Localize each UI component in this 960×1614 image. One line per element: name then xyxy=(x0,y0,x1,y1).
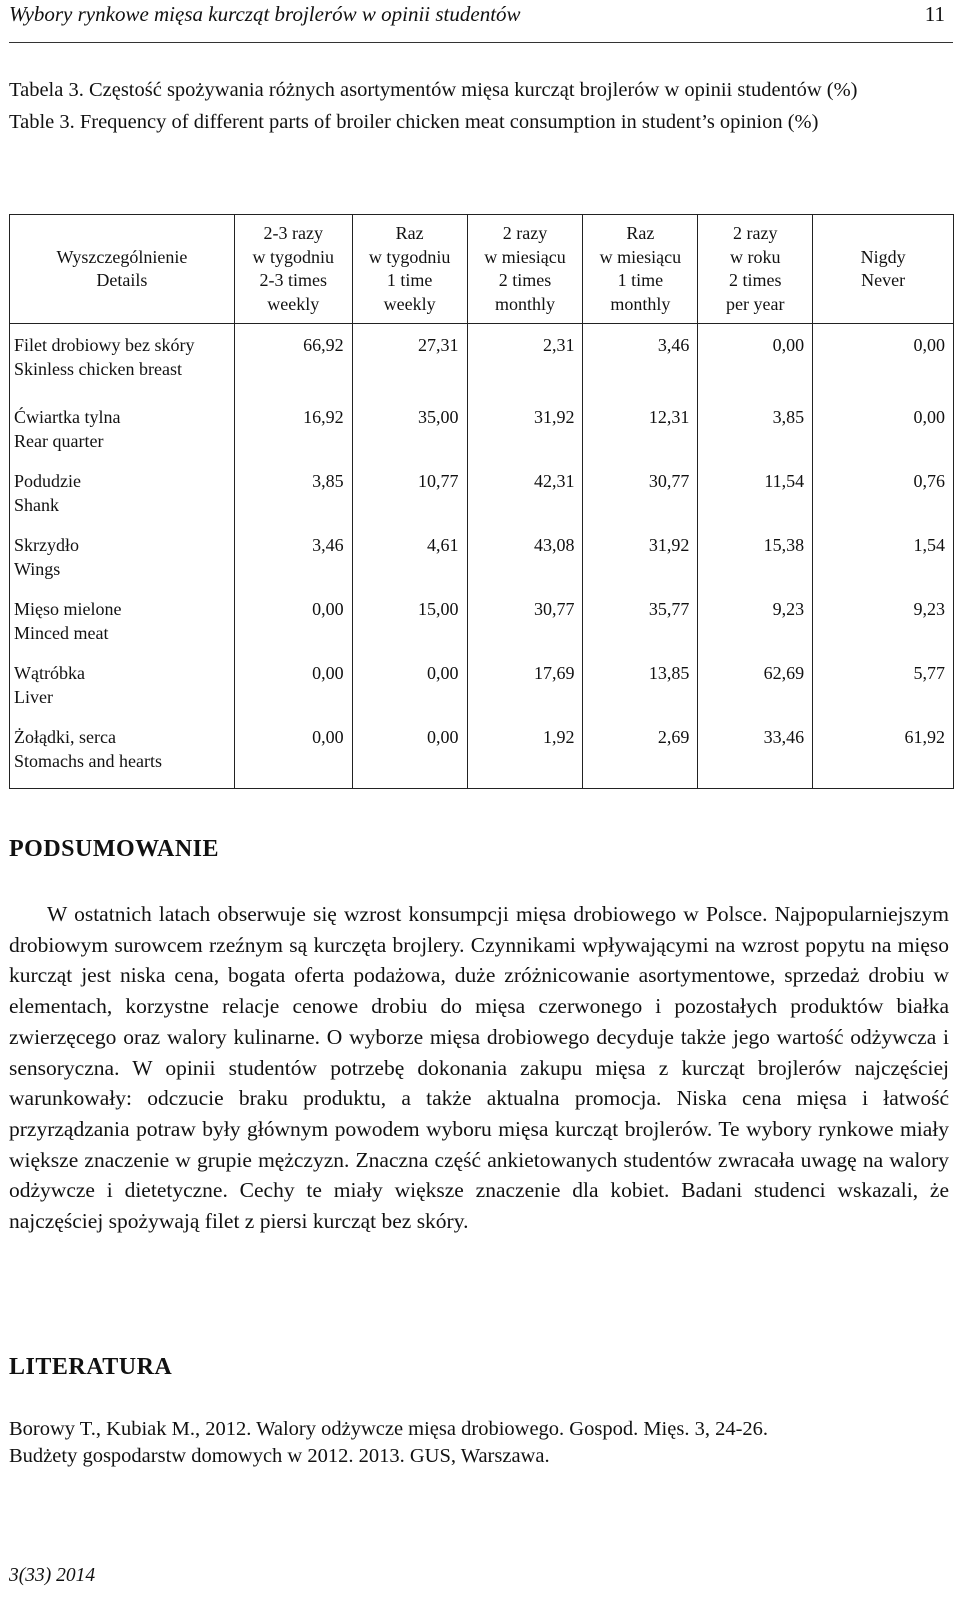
literature-heading: LITERATURA xyxy=(9,1354,173,1380)
row-label-english: Liver xyxy=(14,686,53,707)
column-header-line: w miesiącu xyxy=(484,246,566,267)
row-label-polish: Skrzydło xyxy=(14,535,79,555)
table-cell-value: 0,00 xyxy=(234,726,352,789)
column-header xyxy=(813,215,954,324)
row-label xyxy=(10,470,235,534)
table-row xyxy=(10,598,954,662)
row-label-english: Rear quarter xyxy=(14,430,104,451)
table-row xyxy=(10,662,954,726)
row-label xyxy=(10,534,235,598)
table-header-row xyxy=(10,215,954,324)
column-header-line: 1 time xyxy=(617,270,664,290)
column-header-line: Never xyxy=(861,270,906,290)
table-cell-value: 9,23 xyxy=(698,598,813,662)
row-label xyxy=(10,662,235,726)
column-header-line: monthly xyxy=(610,293,671,314)
row-label-polish: Ćwiartka tylna xyxy=(14,407,121,427)
table-cell-value: 0,76 xyxy=(813,470,954,534)
table-cell-value: 62,69 xyxy=(698,662,813,726)
table-cell-value: 4,61 xyxy=(352,534,467,598)
table-cell-value: 35,00 xyxy=(352,406,467,470)
table-cell-value: 35,77 xyxy=(583,598,698,662)
table-cell-value: 0,00 xyxy=(698,324,813,407)
column-header-details xyxy=(10,215,235,324)
table-cell-value: 27,31 xyxy=(352,324,467,407)
table-caption xyxy=(9,78,953,134)
table-row xyxy=(10,324,954,407)
table-row xyxy=(10,534,954,598)
table-cell-value: 0,00 xyxy=(352,662,467,726)
column-header-line: w roku xyxy=(730,246,781,267)
summary-paragraph: W ostatnich latach obserwuje się wzrost konsumpcji mięsa drobiowego w Polsce. Najpopularniejszym drobiowym surowcem rzeźnym są kurczęta brojlery. Czynnikami wpływającymi na wzrost popytu na mięso kurcząt jest niska cena, bogata oferta podażowa, duże zróżnicowanie asortymentowe, sprzedaż drobiu w elementach, korzystne relacje cenowe drobiu do mięsa czerwonego i pozostałych produktów białka zwierzęcego oraz walory kulinarne. O wyborze mięsa drobiowego decyduje także jego wartość odżywcza i sensoryczna. W opinii studentów potrzebę dokonania zakupu mięsa z kurcząt brojlerów najczęściej warunkowały: odczucie braku produktu, a także aktualna promocja. Niska cena mięsa i łatwość przyrządzania potraw były głównym powodem wyboru mięsa kurcząt brojlerów. Te wybory rynkowe miały większe znaczenie w grupie mężczyzn. Znaczna część ankietowanych studentów zwracała uwagę na walory odżywcze i dietetyczne. Cechy te miały większe znaczenie dla kobiet. Badani studenci wskazali, że najczęściej spożywają filet z piersi kurcząt bez skóry. xyxy=(9,902,949,1234)
column-header-line: weekly xyxy=(267,293,320,314)
table-cell-value: 3,85 xyxy=(698,406,813,470)
table-cell-value: 5,77 xyxy=(813,662,954,726)
table-cell-value: 31,92 xyxy=(467,406,583,470)
row-label xyxy=(10,726,235,789)
table-cell-value: 0,00 xyxy=(352,726,467,789)
row-label-english: Minced meat xyxy=(14,622,109,643)
column-header-line: 2 razy xyxy=(502,223,548,243)
table-row xyxy=(10,406,954,470)
table-cell-value: 0,00 xyxy=(813,324,954,407)
table-cell-value: 9,23 xyxy=(813,598,954,662)
table-cell-value: 11,54 xyxy=(698,470,813,534)
row-label-english: Skinless chicken breast xyxy=(14,358,182,379)
issue-footer: 3(33) 2014 xyxy=(9,1565,96,1586)
table-cell-value: 3,46 xyxy=(583,324,698,407)
column-header-line: 2-3 times xyxy=(259,270,327,290)
row-label-polish: Żołądki, serca xyxy=(14,727,116,747)
column-header-line: monthly xyxy=(494,293,555,314)
table-cell-value: 2,69 xyxy=(583,726,698,789)
table-cell-value: 10,77 xyxy=(352,470,467,534)
row-label-english: Wings xyxy=(14,558,61,579)
column-header xyxy=(234,215,352,324)
reference-item: Budżety gospodarstw domowych w 2012. 2013. GUS, Warszawa. xyxy=(9,1445,550,1467)
table-cell-value: 61,92 xyxy=(813,726,954,789)
row-label-polish: Mięso mielone xyxy=(14,599,122,619)
column-header-line: Raz xyxy=(626,223,655,243)
column-header-line: w miesiącu xyxy=(599,246,682,267)
row-label xyxy=(10,324,235,407)
table-cell-value: 3,46 xyxy=(234,534,352,598)
running-header xyxy=(9,2,953,43)
column-header-line: Nigdy xyxy=(860,246,906,267)
column-header xyxy=(352,215,467,324)
column-header-line: w tygodniu xyxy=(252,246,334,267)
table-cell-value: 30,77 xyxy=(583,470,698,534)
table-cell-value: 42,31 xyxy=(467,470,583,534)
column-header-line: 2 razy xyxy=(733,223,778,243)
column-header-line: Raz xyxy=(395,223,424,243)
running-header-title: Wybory rynkowe mięsa kurcząt brojlerów w opinii studentów xyxy=(9,2,521,26)
table-cell-value: 30,77 xyxy=(467,598,583,662)
table-cell-value: 2,31 xyxy=(467,324,583,407)
table-caption-polish: Tabela 3. Częstość spożywania różnych asortymentów mięsa kurcząt brojlerów w opinii studentów (%) xyxy=(9,79,858,101)
row-label-polish: Podudzie xyxy=(14,471,81,491)
table-cell-value: 15,00 xyxy=(352,598,467,662)
table-cell-value: 0,00 xyxy=(234,598,352,662)
table-cell-value: 66,92 xyxy=(234,324,352,407)
column-header xyxy=(583,215,698,324)
column-header-line: weekly xyxy=(383,293,436,314)
table-cell-value: 17,69 xyxy=(467,662,583,726)
table-cell-value: 13,85 xyxy=(583,662,698,726)
table-cell-value: 0,00 xyxy=(234,662,352,726)
table-cell-value: 12,31 xyxy=(583,406,698,470)
table-body xyxy=(10,324,954,789)
row-label-polish: Filet drobiowy bez skóry xyxy=(14,335,195,355)
table-row xyxy=(10,470,954,534)
table-cell-value: 31,92 xyxy=(583,534,698,598)
column-header-line: per year xyxy=(726,293,785,314)
column-header xyxy=(698,215,813,324)
table-cell-value: 15,38 xyxy=(698,534,813,598)
column-header-line: 2-3 razy xyxy=(263,223,323,243)
row-label-english: Shank xyxy=(14,494,59,515)
table-cell-value: 0,00 xyxy=(813,406,954,470)
table-cell-value: 16,92 xyxy=(234,406,352,470)
row-label-polish: Wątróbka xyxy=(14,663,85,683)
row-label-english: Stomachs and hearts xyxy=(14,750,162,771)
reference-list xyxy=(9,1416,953,1470)
column-header-line: 1 time xyxy=(386,270,433,290)
table-cell-value: 43,08 xyxy=(467,534,583,598)
column-header xyxy=(467,215,583,324)
row-label xyxy=(10,406,235,470)
summary-heading: PODSUMOWANIE xyxy=(9,836,220,862)
row-label xyxy=(10,598,235,662)
reference-item: Borowy T., Kubiak M., 2012. Walory odżywcze mięsa drobiowego. Gospod. Mięs. 3, 24-26. xyxy=(9,1418,769,1440)
column-header-line: Wyszczególnienie xyxy=(56,246,188,267)
column-header-line: 2 times xyxy=(729,270,782,290)
column-header-line: Details xyxy=(96,270,148,290)
table-caption-english: Table 3. Frequency of different parts of broiler chicken meat consumption in student’s opinion (%) xyxy=(9,111,819,133)
consumption-frequency-table xyxy=(9,214,954,789)
column-header-line: w tygodniu xyxy=(368,246,451,267)
table-cell-value: 1,92 xyxy=(467,726,583,789)
table-cell-value: 1,54 xyxy=(813,534,954,598)
page-number: 11 xyxy=(924,2,945,26)
column-header-line: 2 times xyxy=(498,270,552,290)
table-cell-value: 33,46 xyxy=(698,726,813,789)
table-row xyxy=(10,726,954,789)
table-cell-value: 3,85 xyxy=(234,470,352,534)
